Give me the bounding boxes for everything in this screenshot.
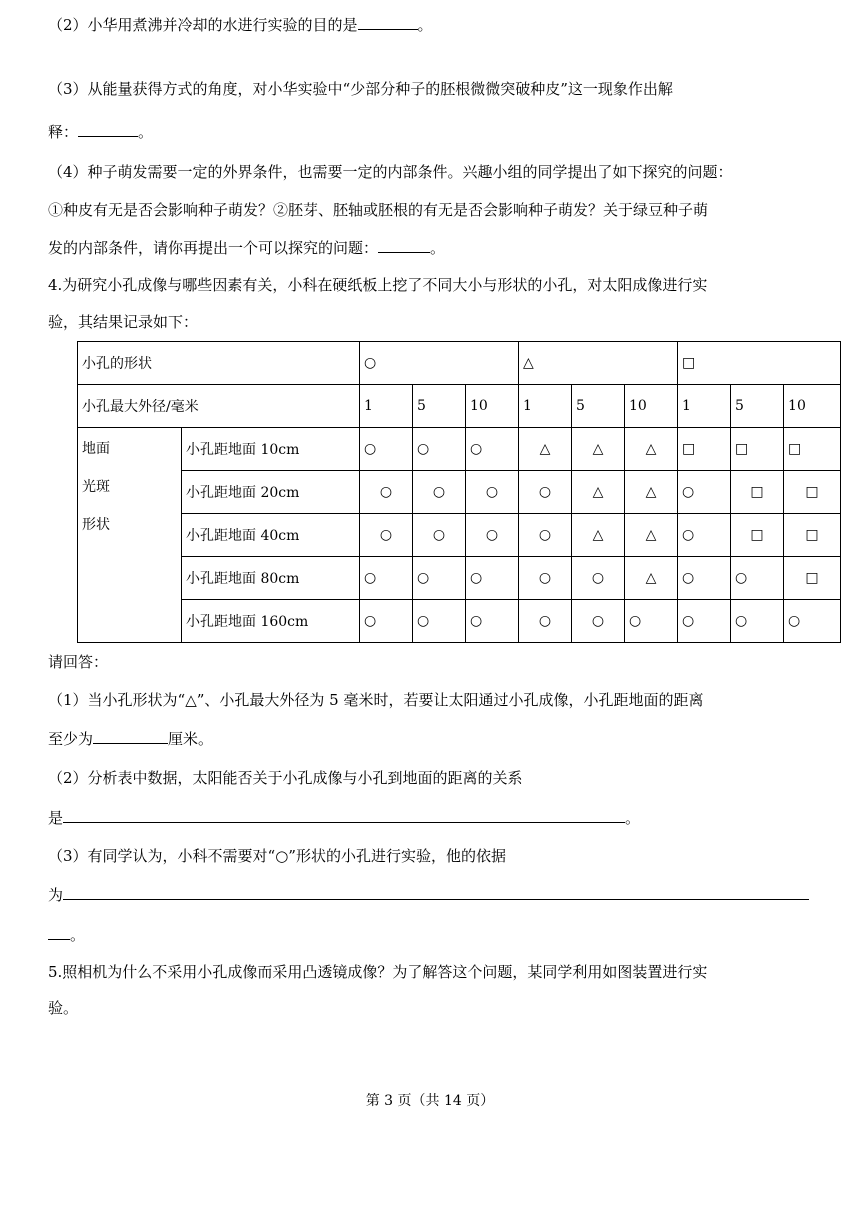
spot-shape-cell: ○ <box>360 600 413 643</box>
spot-shape-cell: □ <box>784 428 841 471</box>
spot-shape-cell: ○ <box>466 514 519 557</box>
shape-header-triangle: △ <box>519 342 678 385</box>
question-3-4-line3: 发的内部条件，请你再提出一个可以探究的问题： 。 <box>48 239 446 257</box>
question-5-line1: 5.照相机为什么不采用小孔成像而采用凸透镜成像？为了解答这个问题，某同学利用如图装置进行实 <box>48 963 708 981</box>
answer-blank[interactable] <box>78 121 138 137</box>
diameter-cell: 5 <box>731 385 784 428</box>
spot-shape-cell: □ <box>784 471 841 514</box>
answer-blank[interactable] <box>378 237 430 253</box>
spot-shape-cell: △ <box>519 428 572 471</box>
distance-label: 小孔距地面 20cm <box>182 471 360 514</box>
spot-shape-cell: ○ <box>360 557 413 600</box>
row-group-label: 地面 光斑 形状 <box>78 428 182 643</box>
diameter-cell: 5 <box>413 385 466 428</box>
question-4-2-line1: （2）分析表中数据，太阳能否关于小孔成像与小孔到地面的距离的关系 <box>48 769 523 787</box>
question-3-4-line1: （4）种子萌发需要一定的外界条件，也需要一定的内部条件。兴趣小组的同学提出了如下探究的问题： <box>48 163 733 181</box>
spot-shape-cell: ○ <box>572 600 625 643</box>
diameter-cell: 10 <box>625 385 678 428</box>
spot-shape-cell: △ <box>572 471 625 514</box>
spot-shape-cell: ○ <box>678 471 731 514</box>
spot-shape-cell: □ <box>731 514 784 557</box>
question-4-3-line2: 为 <box>48 884 809 905</box>
spot-shape-cell: □ <box>731 471 784 514</box>
spot-shape-cell: □ <box>731 428 784 471</box>
diameter-header: 小孔最大外径/毫米 <box>78 385 360 428</box>
question-3-3-line2: 释： 。 <box>48 123 154 141</box>
question-4-3-line1: （3）有同学认为，小科不需要对“○”形状的小孔进行实验，他的依据 <box>48 847 506 865</box>
spot-shape-cell: ○ <box>625 600 678 643</box>
spot-shape-cell: ○ <box>413 557 466 600</box>
spot-shape-cell: ○ <box>519 557 572 600</box>
spot-shape-cell: ○ <box>678 557 731 600</box>
spot-shape-cell: □ <box>784 557 841 600</box>
spot-shape-cell: □ <box>784 514 841 557</box>
diameter-cell: 10 <box>784 385 841 428</box>
table-row <box>78 471 841 514</box>
spot-shape-cell: ○ <box>413 428 466 471</box>
spot-shape-cell: ○ <box>360 514 413 557</box>
spot-shape-cell: ○ <box>731 557 784 600</box>
spot-shape-cell: ○ <box>466 428 519 471</box>
diameter-cell: 1 <box>519 385 572 428</box>
spot-shape-cell: △ <box>572 428 625 471</box>
shape-header-circle: ○ <box>360 342 519 385</box>
question-4-line2: 验，其结果记录如下： <box>48 313 199 331</box>
question-4-1-line2: 至少为 厘米。 <box>48 730 214 748</box>
answer-blank[interactable] <box>63 807 625 823</box>
diameter-cell: 1 <box>678 385 731 428</box>
table-row <box>78 600 841 643</box>
spot-shape-cell: ○ <box>413 514 466 557</box>
distance-label: 小孔距地面 160cm <box>182 600 360 643</box>
spot-shape-cell: △ <box>625 557 678 600</box>
shape-header: 小孔的形状 <box>78 342 360 385</box>
question-3-4-line2: ①种皮有无是否会影响种子萌发？②胚芽、胚轴或胚根的有无是否会影响种子萌发？关于绿豆种子萌 <box>48 201 709 219</box>
question-4-2-line2: 是 。 <box>48 809 641 827</box>
table-row <box>78 428 841 471</box>
spot-shape-cell: △ <box>625 514 678 557</box>
answer-blank[interactable] <box>63 884 809 900</box>
diameter-cell: 10 <box>466 385 519 428</box>
shape-header-square: □ <box>678 342 841 385</box>
spot-shape-cell: ○ <box>519 600 572 643</box>
spot-shape-cell: ○ <box>519 514 572 557</box>
distance-label: 小孔距地面 10cm <box>182 428 360 471</box>
pinhole-results-table <box>77 341 841 643</box>
spot-shape-cell: ○ <box>784 600 841 643</box>
spot-shape-cell: ○ <box>678 514 731 557</box>
spot-shape-cell: △ <box>625 428 678 471</box>
page-footer: 第 3 页（共 14 页） <box>365 1093 495 1109</box>
question-4-line1: 4.为研究小孔成像与哪些因素有关，小科在硬纸板上挖了不同大小与形状的小孔，对太阳成像进行实 <box>48 276 708 294</box>
answer-blank[interactable] <box>93 728 168 744</box>
table-row <box>78 342 841 385</box>
question-5-line2: 验。 <box>48 999 79 1017</box>
spot-shape-cell: ○ <box>466 471 519 514</box>
spot-shape-cell: △ <box>572 514 625 557</box>
table-row <box>78 557 841 600</box>
question-3-2: （2）小华用煮沸并冷却的水进行实验的目的是 。 <box>48 16 433 34</box>
spot-shape-cell: ○ <box>466 600 519 643</box>
diameter-cell: 1 <box>360 385 413 428</box>
spot-shape-cell: ○ <box>519 471 572 514</box>
question-4-1-line1: （1）当小孔形状为“△”、小孔最大外径为 5 毫米时，若要让太阳通过小孔成像，小孔距地面的距离 <box>48 691 704 709</box>
spot-shape-cell: ○ <box>413 600 466 643</box>
spot-shape-cell: ○ <box>413 471 466 514</box>
spot-shape-cell: □ <box>678 428 731 471</box>
answer-blank[interactable] <box>358 14 418 30</box>
spot-shape-cell: ○ <box>466 557 519 600</box>
spot-shape-cell: △ <box>625 471 678 514</box>
question-4-3-line3: 。 <box>48 924 85 945</box>
spot-shape-cell: ○ <box>360 471 413 514</box>
distance-label: 小孔距地面 80cm <box>182 557 360 600</box>
answer-blank[interactable] <box>48 924 70 940</box>
answer-prompt: 请回答： <box>48 653 109 671</box>
table-row <box>78 385 841 428</box>
table-row <box>78 514 841 557</box>
question-3-3-line1: （3）从能量获得方式的角度，对小华实验中“少部分种子的胚根微微突破种皮”这一现象作出解 <box>48 80 673 98</box>
diameter-cell: 5 <box>572 385 625 428</box>
spot-shape-cell: ○ <box>572 557 625 600</box>
distance-label: 小孔距地面 40cm <box>182 514 360 557</box>
spot-shape-cell: ○ <box>360 428 413 471</box>
spot-shape-cell: ○ <box>678 600 731 643</box>
spot-shape-cell: ○ <box>731 600 784 643</box>
